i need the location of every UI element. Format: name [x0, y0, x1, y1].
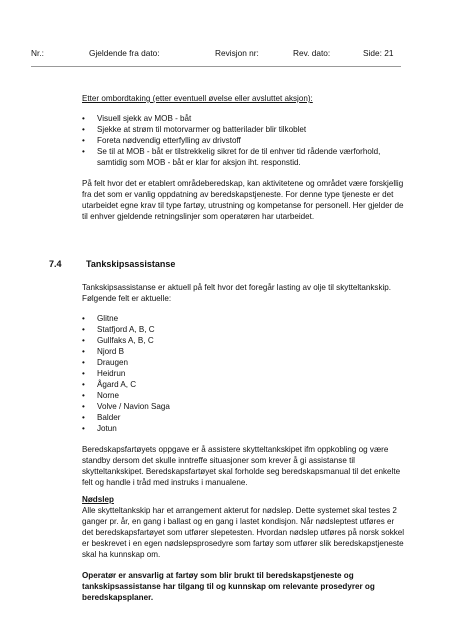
after-recovery-list — [82, 113, 407, 168]
oil-field-list — [82, 313, 407, 434]
list-item: • Foreta nødvendig etterfylling av drivstoff — [82, 136, 241, 145]
list-item: • Norne — [82, 391, 120, 400]
bullet-icon: • — [82, 336, 85, 345]
tanker-assistance-block — [82, 282, 407, 488]
list-item: • Volve / Navion Saga — [82, 402, 170, 411]
bullet-icon: • — [82, 125, 85, 134]
list-item: • Njord B — [82, 347, 124, 356]
bullet-icon: • — [82, 114, 85, 123]
list-item: • Sjekke at strøm til motorvarmer og batterilader blir tilkoblet — [82, 125, 307, 134]
emergency-tow-paragraph: Alle skytteltankskip har et arrangement akterut for nødslep. Dette systemet skal testes 2 ganger pr. år, en gang i ballast og en gang i lastet kondisjon. Når nødsleptest utføres er det beredskapsfartøyet som utfører slepetesten. Hvordan nødslep utføres på norsk sokkel er beskrevet i en egen nødslepsprosedyre som fartøy som utfører slik beredskapstjeneste skal ha kunnskap om. — [82, 506, 405, 559]
emergency-tow-heading: Nødslep — [82, 495, 114, 504]
list-item: • Draugen — [82, 358, 129, 367]
bullet-icon: • — [82, 380, 85, 389]
header-revisjon-nr: Revisjon nr: — [215, 48, 259, 58]
bullet-icon: • — [82, 136, 85, 145]
bullet-icon: • — [82, 391, 85, 400]
list-item: • Gullfaks A, B, C — [82, 336, 154, 345]
after-recovery-block — [82, 93, 407, 222]
list-item: • Jotun — [82, 424, 117, 433]
section-number: 7.4 — [49, 259, 62, 269]
bullet-icon: • — [82, 413, 85, 422]
bullet-icon: • — [82, 402, 85, 411]
section-title: Tankskipsassistanse — [86, 259, 176, 269]
header-divider — [31, 66, 401, 67]
bullet-icon: • — [82, 424, 85, 433]
bullet-icon: • — [82, 369, 85, 378]
page-header — [31, 48, 411, 60]
after-recovery-heading: Etter ombordtaking (etter eventuell øvelse eller avsluttet aksjon): — [82, 94, 313, 103]
list-item: • Visuell sjekk av MOB - båt — [82, 114, 192, 123]
bullet-icon: • — [82, 314, 85, 323]
list-item: • Se til at MOB - båt er tilstrekkelig sikret for de til enhver tid rådende værforhold, samtidig som MOB - båt er klar for aksjon iht. responstid. — [82, 147, 381, 167]
area-readiness-paragraph: På felt hvor det er etablert områdeberedskap, kan aktivitetene og området være forskjellig fra det som er vanlig oppdatning av beredskapstjeneste. For denne type tjeneste er det utarbeidet egne krav til type fartøy, utrustning og kompetanse for personell. Her gjelder de til enhver gjeldende retningslinjer som operatøren har utarbeidet. — [82, 179, 404, 221]
list-item: • Heidrun — [82, 369, 126, 378]
header-page-number: Side: 21 — [363, 48, 394, 58]
emergency-tow-block — [82, 494, 407, 603]
bullet-icon: • — [82, 325, 85, 334]
header-gjeldende-fra-dato: Gjeldende fra dato: — [89, 48, 160, 58]
vessel-task-paragraph: Beredskapsfartøyets oppgave er å assistere skytteltankskipet ifm oppkobling og være standby dersom det skulle inntreffe situasjoner som krever å gi assistanse til skytteltankskipet. Beredskapsfartøyet skal forholde seg beredskapsmanual til det enkelte felt og handle i tråd med instruks i manualene. — [82, 445, 401, 487]
list-item: • Ågard A, C — [82, 380, 137, 389]
list-item: • Statfjord A, B, C — [82, 325, 155, 334]
bullet-icon: • — [82, 147, 85, 156]
list-item: • Balder — [82, 413, 121, 422]
tanker-assistance-intro: Tankskipsassistanse er aktuell på felt hvor det foregår lasting av olje til skytteltankskip. Følgende felt er aktuelle: — [82, 283, 392, 303]
header-nr: Nr.: — [31, 48, 44, 58]
list-item: • Glitne — [82, 314, 119, 323]
bullet-icon: • — [82, 358, 85, 367]
bullet-icon: • — [82, 347, 85, 356]
operator-responsibility-paragraph: Operatør er ansvarlig at fartøy som blir brukt til beredskapstjeneste og tankskipsassistanse har tilgang til og kunnskap om relevante prosedyrer og beredskapsplaner. — [82, 571, 375, 602]
header-rev-dato: Rev. dato: — [293, 48, 331, 58]
